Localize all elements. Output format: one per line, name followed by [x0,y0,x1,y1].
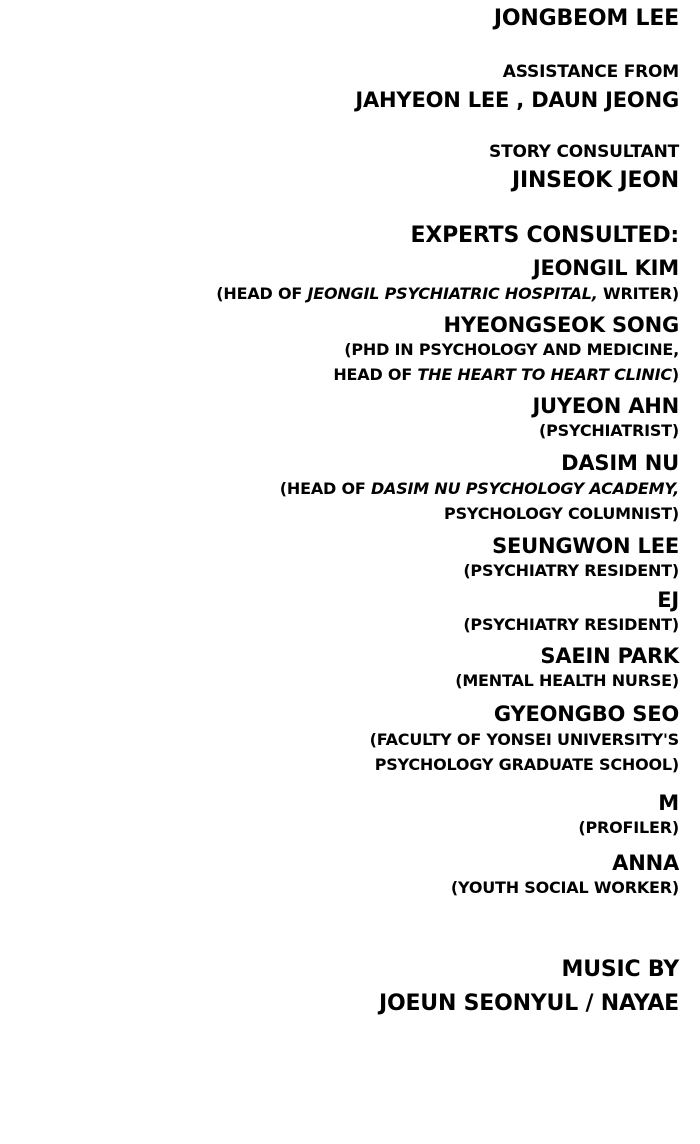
story-consultant-name: JINSEOK JEON [512,168,679,193]
expert-name: GYEONGBO SEO [493,702,679,726]
assistance-names: JAHYEON LEE , DAUN JEONG [355,88,679,112]
expert-description: (PROFILER) [578,818,679,837]
assistance-label: ASSISTANCE FROM [502,62,679,82]
expert-name: JUYEON AHN [532,394,679,418]
story-consultant-label: STORY CONSULTANT [489,142,679,162]
expert-description: (PHD IN PSYCHOLOGY AND MEDICINE, [344,340,679,359]
expert-description: (FACULTY OF YONSEI UNIVERSITY'S [369,730,679,749]
expert-description: (YOUTH SOCIAL WORKER) [450,878,679,897]
music-label: MUSIC BY [561,957,679,982]
expert-name: EJ [657,588,679,612]
music-names: JOEUN SEONYUL / NAYAE [378,991,679,1016]
expert-description: (HEAD OF DASIM NU PSYCHOLOGY ACADEMY, [279,479,679,498]
expert-description: PSYCHOLOGY COLUMNIST) [444,504,679,523]
expert-description: (MENTAL HEALTH NURSE) [455,671,679,690]
expert-description: (PSYCHIATRY RESIDENT) [463,561,679,580]
expert-description: (PSYCHIATRY RESIDENT) [463,615,679,634]
lead-name: JONGBEOM LEE [493,6,679,31]
expert-description: (HEAD OF JEONGIL PSYCHIATRIC HOSPITAL, WRITER) [216,284,679,303]
expert-name: M [658,791,679,815]
expert-name: JEONGIL KIM [532,256,679,280]
expert-description: HEAD OF THE HEART TO HEART CLINIC) [333,365,679,384]
expert-name: ANNA [612,851,679,875]
expert-name: HYEONGSEOK SONG [443,313,679,337]
expert-description: PSYCHOLOGY GRADUATE SCHOOL) [374,755,679,774]
expert-name: SEUNGWON LEE [492,534,679,558]
expert-description: (PSYCHIATRIST) [539,421,679,440]
experts-heading: EXPERTS CONSULTED: [410,223,679,248]
expert-name: DASIM NU [561,451,679,475]
expert-name: SAEIN PARK [540,644,679,668]
